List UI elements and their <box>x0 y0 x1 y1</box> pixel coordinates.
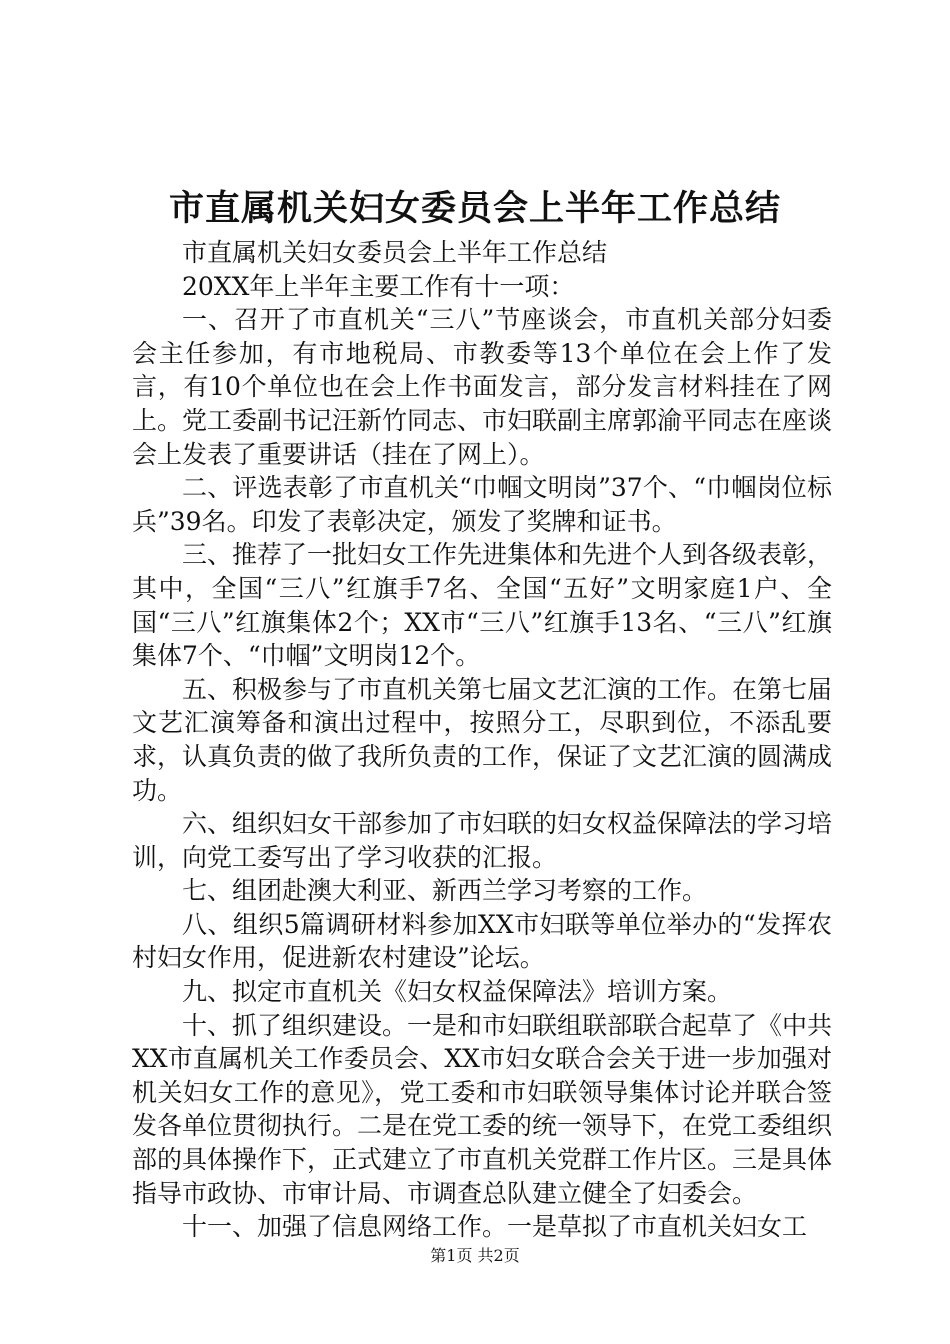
document-body <box>132 236 832 1244</box>
paragraph-item-11: 十一、加强了信息网络工作。一是草拟了市直机关妇女工 <box>182 1212 808 1242</box>
paragraph-item-3: 三、推荐了一批妇女工作先进集体和先进个人到各级表彰，其中，全国“三八”红旗手7名、全国“五好”文明家庭1户、全国“三八”红旗集体2个；XX市“三八”红旗手13名、“三八”红旗集体7个、“巾帼”文明岗12个。 <box>132 540 833 671</box>
document-title: 市直属机关妇女委员会上半年工作总结 <box>168 188 781 229</box>
paragraph-item-9: 九、拟定市直机关《妇女权益保障法》培训方案。 <box>182 977 733 1007</box>
paragraph-item-8: 八、组织5篇调研材料参加XX市妇联等单位举办的“发挥农村妇女作用，促进新农村建设”论坛。 <box>132 909 832 973</box>
paragraph-subtitle: 市直属机关妇女委员会上半年工作总结 <box>182 238 608 267</box>
paragraph-item-7: 七、组团赴澳大利亚、新西兰学习考察的工作。 <box>182 876 708 906</box>
paragraph-item-2: 二、评选表彰了市直机关“巾帼文明岗”37个、“巾帼岗位标兵”39名。印发了表彰决定，颁发了奖牌和证书。 <box>132 473 832 536</box>
paragraph-intro: 20XX年上半年主要工作有十一项： <box>182 271 575 301</box>
paragraph-item-6: 六、组织妇女干部参加了市妇联的妇女权益保障法的学习培训，向党工委写出了学习收获的汇报。 <box>132 809 833 872</box>
paragraph-item-10: 十、抓了组织建设。一是和市妇联组联部联合起草了《中共XX市直属机关工作委员会、XX市妇女联合会关于进一步加强对机关妇女工作的意见》，党工委和市妇联领导集体讨论并联合签发各单位贯彻执行。二是在党工委的统一领导下，在党工委组织部的具体操作下，正式建立了市直机关党群工作片区。三是具体指导市政协、市审计局、市调查总队建立健全了妇委会。 <box>132 1010 833 1208</box>
paragraph-item-1: 一、召开了市直机关“三八”节座谈会，市直机关部分妇委会主任参加，有市地税局、市教委等13个单位在会上作了发言，有10个单位也在会上作书面发言，部分发言材料挂在了网上。党工委副书记汪新竹同志、市妇联副主席郭渝平同志在座谈会上发表了重要讲话（挂在了网上）。 <box>132 305 833 469</box>
paragraph-item-5: 五、积极参与了市直机关第七届文艺汇演的工作。在第七届文艺汇演筹备和演出过程中，按照分工，尽职到位，不添乱要求，认真负责的做了我所负责的工作，保证了文艺汇演的圆满成功。 <box>132 674 833 805</box>
page-footer: 第1页 共2页 <box>430 1246 520 1265</box>
